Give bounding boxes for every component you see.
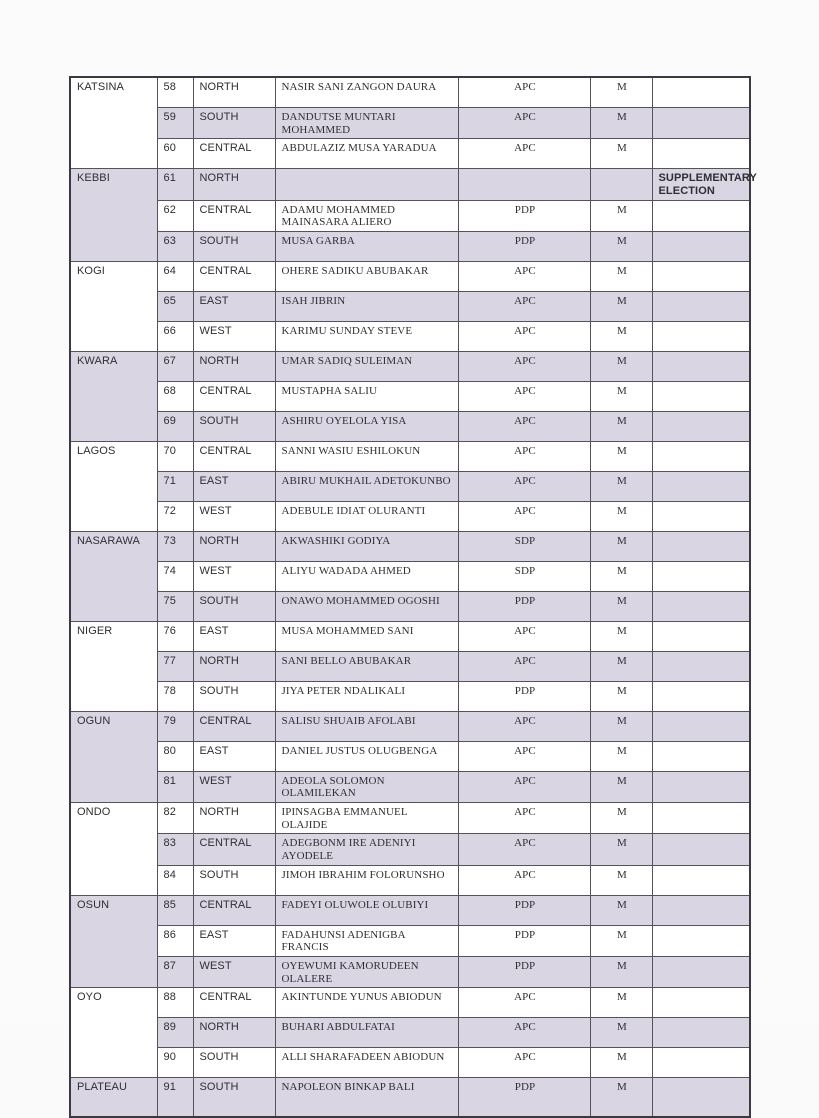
zone-cell: WEST	[193, 321, 275, 351]
zone-cell: SOUTH	[193, 865, 275, 895]
zone-cell: CENTRAL	[193, 895, 275, 925]
serial-cell: 60	[157, 139, 193, 169]
gender-cell: M	[590, 1018, 652, 1048]
name-cell: FADAHUNSI ADENIGBA FRANCIS	[275, 925, 458, 956]
zone-cell: EAST	[193, 471, 275, 501]
gender-cell: M	[590, 531, 652, 561]
table-row	[70, 988, 750, 1018]
gender-cell: M	[590, 1048, 652, 1078]
serial-cell: 72	[157, 501, 193, 531]
note-cell	[652, 834, 750, 865]
gender-cell: M	[590, 351, 652, 381]
gender-cell: M	[590, 591, 652, 621]
name-cell: ADEGBONM IRE ADENIYI AYODELE	[275, 834, 458, 865]
table-row	[70, 771, 750, 802]
note-cell	[652, 381, 750, 411]
note-cell	[652, 681, 750, 711]
table-row	[70, 471, 750, 501]
table-row	[70, 441, 750, 471]
state-cell: PLATEAU	[70, 1078, 157, 1118]
serial-cell: 88	[157, 988, 193, 1018]
zone-cell: EAST	[193, 621, 275, 651]
note-cell	[652, 988, 750, 1018]
table-row	[70, 925, 750, 956]
table-row	[70, 834, 750, 865]
zone-cell: SOUTH	[193, 1078, 275, 1118]
serial-cell: 74	[157, 561, 193, 591]
gender-cell: M	[590, 471, 652, 501]
note-cell	[652, 1018, 750, 1048]
zone-cell: CENTRAL	[193, 711, 275, 741]
party-cell: PDP	[458, 1078, 590, 1118]
note-cell	[652, 501, 750, 531]
zone-cell: SOUTH	[193, 231, 275, 261]
serial-cell: 59	[157, 108, 193, 139]
note-cell	[652, 441, 750, 471]
name-cell: ABIRU MUKHAIL ADETOKUNBO	[275, 471, 458, 501]
table-row	[70, 501, 750, 531]
note-cell	[652, 531, 750, 561]
note-cell	[652, 925, 750, 956]
zone-cell: WEST	[193, 561, 275, 591]
gender-cell: M	[590, 651, 652, 681]
table-row	[70, 291, 750, 321]
table-row	[70, 381, 750, 411]
name-cell: MUSTAPHA SALIU	[275, 381, 458, 411]
serial-cell: 61	[157, 169, 193, 200]
note-cell	[652, 895, 750, 925]
name-cell: ISAH JIBRIN	[275, 291, 458, 321]
serial-cell: 83	[157, 834, 193, 865]
table-row	[70, 231, 750, 261]
serial-cell: 77	[157, 651, 193, 681]
zone-cell: NORTH	[193, 351, 275, 381]
gender-cell: M	[590, 988, 652, 1018]
serial-cell: 66	[157, 321, 193, 351]
party-cell: APC	[458, 1018, 590, 1048]
note-cell	[652, 471, 750, 501]
party-cell: SDP	[458, 561, 590, 591]
state-cell: KWARA	[70, 351, 157, 441]
zone-cell: SOUTH	[193, 108, 275, 139]
table-row	[70, 956, 750, 987]
note-cell	[652, 139, 750, 169]
party-cell: APC	[458, 711, 590, 741]
gender-cell: M	[590, 925, 652, 956]
name-cell: SANNI WASIU ESHILOKUN	[275, 441, 458, 471]
note-cell	[652, 261, 750, 291]
table-row	[70, 321, 750, 351]
name-cell: UMAR SADIQ SULEIMAN	[275, 351, 458, 381]
party-cell: APC	[458, 108, 590, 139]
gender-cell: M	[590, 561, 652, 591]
party-cell: APC	[458, 803, 590, 834]
name-cell: ABDULAZIZ MUSA YARADUA	[275, 139, 458, 169]
gender-cell: M	[590, 321, 652, 351]
table-row	[70, 200, 750, 231]
name-cell: ADEOLA SOLOMON OLAMILEKAN	[275, 771, 458, 802]
party-cell: PDP	[458, 681, 590, 711]
name-cell: OYEWUMI KAMORUDEEN OLALERE	[275, 956, 458, 987]
note-cell	[652, 291, 750, 321]
zone-cell: NORTH	[193, 531, 275, 561]
zone-cell: CENTRAL	[193, 381, 275, 411]
note-cell: SUPPLEMENTARY ELECTION	[652, 169, 750, 200]
gender-cell: M	[590, 865, 652, 895]
serial-cell: 65	[157, 291, 193, 321]
note-cell	[652, 956, 750, 987]
party-cell: PDP	[458, 591, 590, 621]
serial-cell: 86	[157, 925, 193, 956]
zone-cell: SOUTH	[193, 591, 275, 621]
zone-cell: NORTH	[193, 169, 275, 200]
state-cell: NASARAWA	[70, 531, 157, 621]
gender-cell: M	[590, 956, 652, 987]
gender-cell: M	[590, 261, 652, 291]
gender-cell: M	[590, 895, 652, 925]
gender-cell: M	[590, 711, 652, 741]
name-cell	[275, 169, 458, 200]
table-row	[70, 895, 750, 925]
table-row	[70, 711, 750, 741]
party-cell: PDP	[458, 200, 590, 231]
gender-cell: M	[590, 139, 652, 169]
gender-cell: M	[590, 834, 652, 865]
name-cell: BUHARI ABDULFATAI	[275, 1018, 458, 1048]
note-cell	[652, 1078, 750, 1118]
note-cell	[652, 591, 750, 621]
note-cell	[652, 351, 750, 381]
state-cell: KOGI	[70, 261, 157, 351]
party-cell: APC	[458, 771, 590, 802]
gender-cell: M	[590, 441, 652, 471]
state-cell: KATSINA	[70, 77, 157, 169]
party-cell: APC	[458, 351, 590, 381]
zone-cell: WEST	[193, 501, 275, 531]
zone-cell: CENTRAL	[193, 988, 275, 1018]
zone-cell: EAST	[193, 741, 275, 771]
gender-cell: M	[590, 741, 652, 771]
party-cell: APC	[458, 411, 590, 441]
note-cell	[652, 411, 750, 441]
zone-cell: SOUTH	[193, 411, 275, 441]
note-cell	[652, 865, 750, 895]
party-cell: SDP	[458, 531, 590, 561]
serial-cell: 75	[157, 591, 193, 621]
zone-cell: SOUTH	[193, 1048, 275, 1078]
table-row	[70, 865, 750, 895]
table-row	[70, 651, 750, 681]
gender-cell: M	[590, 291, 652, 321]
party-cell: APC	[458, 261, 590, 291]
serial-cell: 69	[157, 411, 193, 441]
name-cell: DANIEL JUSTUS OLUGBENGA	[275, 741, 458, 771]
table-row	[70, 741, 750, 771]
table-row	[70, 621, 750, 651]
note-cell	[652, 200, 750, 231]
name-cell: JIYA PETER NDALIKALI	[275, 681, 458, 711]
name-cell: FADEYI OLUWOLE OLUBIYI	[275, 895, 458, 925]
serial-cell: 78	[157, 681, 193, 711]
name-cell: SALISU SHUAIB AFOLABI	[275, 711, 458, 741]
zone-cell: NORTH	[193, 1018, 275, 1048]
party-cell: PDP	[458, 895, 590, 925]
table-row	[70, 561, 750, 591]
serial-cell: 64	[157, 261, 193, 291]
party-cell: APC	[458, 321, 590, 351]
name-cell: AKINTUNDE YUNUS ABIODUN	[275, 988, 458, 1018]
table-row	[70, 531, 750, 561]
note-cell	[652, 771, 750, 802]
serial-cell: 70	[157, 441, 193, 471]
senators-table-body	[70, 77, 757, 1117]
name-cell: ADAMU MOHAMMED MAINASARA ALIERO	[275, 200, 458, 231]
party-cell: PDP	[458, 231, 590, 261]
state-cell: LAGOS	[70, 441, 157, 531]
note-cell	[652, 621, 750, 651]
serial-cell: 90	[157, 1048, 193, 1078]
note-cell	[652, 108, 750, 139]
party-cell: APC	[458, 501, 590, 531]
serial-cell: 68	[157, 381, 193, 411]
state-cell: OGUN	[70, 711, 157, 802]
serial-cell: 85	[157, 895, 193, 925]
party-cell: APC	[458, 441, 590, 471]
table-row	[70, 1018, 750, 1048]
table-row	[70, 351, 750, 381]
table-row	[70, 139, 750, 169]
party-cell: APC	[458, 471, 590, 501]
table-row	[70, 169, 750, 200]
table-row	[70, 681, 750, 711]
serial-cell: 80	[157, 741, 193, 771]
note-cell	[652, 321, 750, 351]
gender-cell: M	[590, 621, 652, 651]
name-cell: KARIMU SUNDAY STEVE	[275, 321, 458, 351]
party-cell: APC	[458, 834, 590, 865]
gender-cell: M	[590, 200, 652, 231]
zone-cell: EAST	[193, 291, 275, 321]
note-cell	[652, 803, 750, 834]
serial-cell: 71	[157, 471, 193, 501]
state-cell: OSUN	[70, 895, 157, 988]
serial-cell: 87	[157, 956, 193, 987]
party-cell: APC	[458, 139, 590, 169]
table-row	[70, 77, 750, 108]
zone-cell: NORTH	[193, 651, 275, 681]
party-cell: APC	[458, 1048, 590, 1078]
zone-cell: WEST	[193, 956, 275, 987]
party-cell	[458, 169, 590, 200]
gender-cell: M	[590, 77, 652, 108]
name-cell: JIMOH IBRAHIM FOLORUNSHO	[275, 865, 458, 895]
party-cell: APC	[458, 381, 590, 411]
serial-cell: 91	[157, 1078, 193, 1118]
zone-cell: CENTRAL	[193, 834, 275, 865]
name-cell: IPINSAGBA EMMANUEL OLAJIDE	[275, 803, 458, 834]
state-cell: ONDO	[70, 803, 157, 896]
zone-cell: SOUTH	[193, 681, 275, 711]
table-row	[70, 803, 750, 834]
gender-cell: M	[590, 771, 652, 802]
zone-cell: WEST	[193, 771, 275, 802]
note-cell	[652, 1048, 750, 1078]
name-cell: MUSA MOHAMMED SANI	[275, 621, 458, 651]
name-cell: ONAWO MOHAMMED OGOSHI	[275, 591, 458, 621]
name-cell: SANI BELLO ABUBAKAR	[275, 651, 458, 681]
party-cell: APC	[458, 651, 590, 681]
note-cell	[652, 741, 750, 771]
serial-cell: 89	[157, 1018, 193, 1048]
gender-cell: M	[590, 108, 652, 139]
serial-cell: 76	[157, 621, 193, 651]
serial-cell: 58	[157, 77, 193, 108]
note-cell	[652, 651, 750, 681]
note-cell	[652, 77, 750, 108]
table-row	[70, 411, 750, 441]
table-row	[70, 1078, 750, 1118]
party-cell: APC	[458, 621, 590, 651]
serial-cell: 79	[157, 711, 193, 741]
state-cell: OYO	[70, 988, 157, 1078]
gender-cell: M	[590, 231, 652, 261]
serial-cell: 84	[157, 865, 193, 895]
name-cell: DANDUTSE MUNTARI MOHAMMED	[275, 108, 458, 139]
zone-cell: CENTRAL	[193, 139, 275, 169]
table-row	[70, 1048, 750, 1078]
gender-cell: M	[590, 803, 652, 834]
serial-cell: 73	[157, 531, 193, 561]
table-row	[70, 261, 750, 291]
note-cell	[652, 561, 750, 591]
serial-cell: 67	[157, 351, 193, 381]
name-cell: NAPOLEON BINKAP BALI	[275, 1078, 458, 1118]
party-cell: APC	[458, 741, 590, 771]
name-cell: ADEBULE IDIAT OLURANTI	[275, 501, 458, 531]
serial-cell: 63	[157, 231, 193, 261]
zone-cell: EAST	[193, 925, 275, 956]
gender-cell: M	[590, 411, 652, 441]
name-cell: ASHIRU OYELOLA YISA	[275, 411, 458, 441]
zone-cell: NORTH	[193, 77, 275, 108]
party-cell: PDP	[458, 956, 590, 987]
name-cell: NASIR SANI ZANGON DAURA	[275, 77, 458, 108]
name-cell: MUSA GARBA	[275, 231, 458, 261]
name-cell: AKWASHIKI GODIYA	[275, 531, 458, 561]
zone-cell: CENTRAL	[193, 441, 275, 471]
party-cell: APC	[458, 291, 590, 321]
zone-cell: NORTH	[193, 803, 275, 834]
party-cell: APC	[458, 988, 590, 1018]
state-cell: NIGER	[70, 621, 157, 711]
table-row	[70, 108, 750, 139]
serial-cell: 82	[157, 803, 193, 834]
note-cell	[652, 711, 750, 741]
senators-table	[69, 76, 757, 1118]
gender-cell: M	[590, 681, 652, 711]
name-cell: ALIYU WADADA AHMED	[275, 561, 458, 591]
party-cell: APC	[458, 865, 590, 895]
party-cell: APC	[458, 77, 590, 108]
gender-cell: M	[590, 501, 652, 531]
party-cell: PDP	[458, 925, 590, 956]
table-row	[70, 591, 750, 621]
state-cell: KEBBI	[70, 169, 157, 262]
zone-cell: CENTRAL	[193, 200, 275, 231]
serial-cell: 81	[157, 771, 193, 802]
zone-cell: CENTRAL	[193, 261, 275, 291]
serial-cell: 62	[157, 200, 193, 231]
note-cell	[652, 231, 750, 261]
gender-cell: M	[590, 381, 652, 411]
name-cell: ALLI SHARAFADEEN ABIODUN	[275, 1048, 458, 1078]
gender-cell: M	[590, 1078, 652, 1118]
name-cell: OHERE SADIKU ABUBAKAR	[275, 261, 458, 291]
gender-cell	[590, 169, 652, 200]
